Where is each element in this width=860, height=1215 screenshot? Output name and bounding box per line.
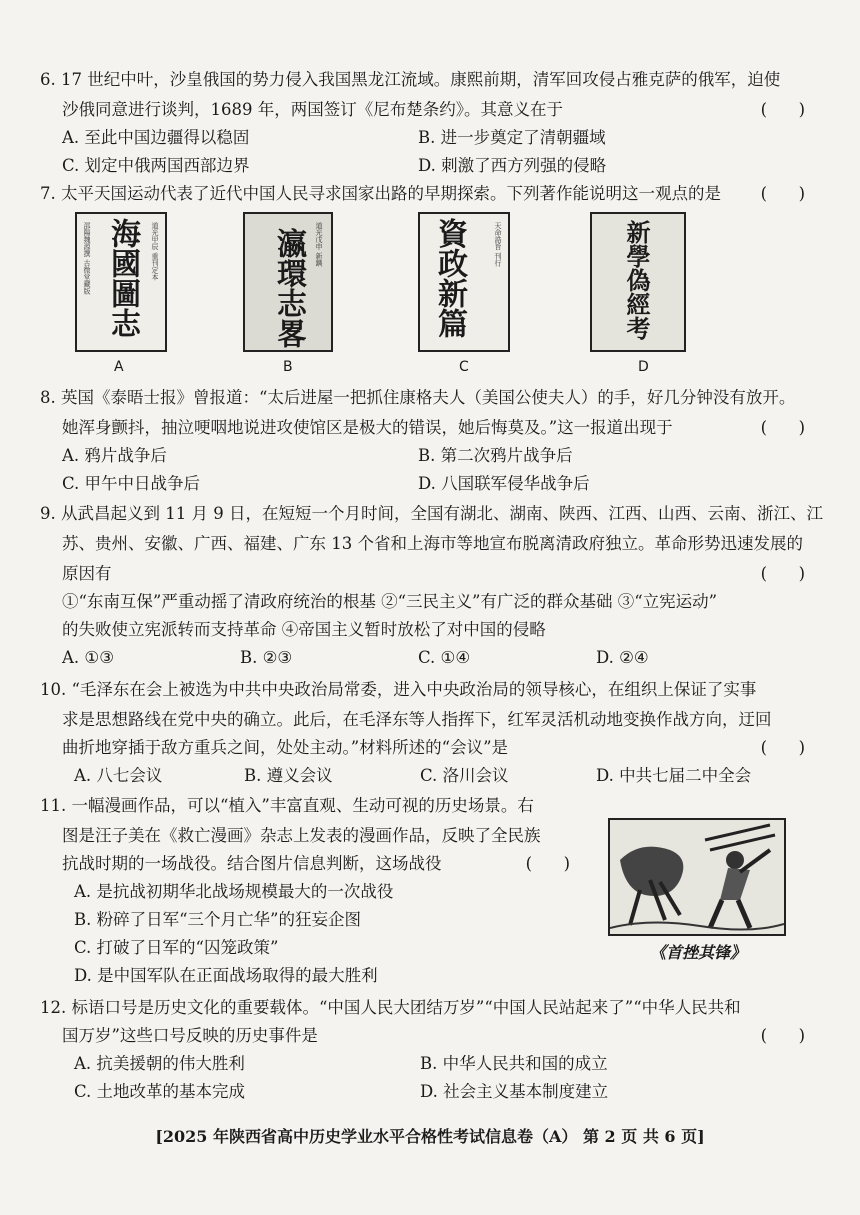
q9-option-a: A. ①③ [62,648,114,667]
q8-answer-blank: ( ) [760,418,805,437]
book-cover-a: 海國圖志 邵陽魏源撰 古微堂藏版 道光甲辰 重刊定本 [75,212,167,352]
q11-stem-line2: 图是汪子美在《救亡漫画》杂志上发表的漫画作品，反映了全民族 [62,826,541,845]
q11-stem-line3: 抗战时期的一场战役。结合图片信息判断，这场战役 [62,854,442,873]
q12-stem-line1: 12. 标语口号是历史文化的重要载体。“中国人民大团结万岁”“中国人民站起来了”“中华人民共和 [40,998,741,1017]
q6-stem-line1: 6. 17 世纪中叶，沙皇俄国的势力侵入我国黑龙江流域。康熙前期，清军回攻侵占雅克萨的俄军，迫使 [40,70,781,89]
book-label-a: A [114,359,124,375]
q10-stem-line3: 曲折地穿插于敌方重兵之间，处处主动。”材料所述的“会议”是 [62,738,509,757]
q7-answer-blank: ( ) [760,184,805,203]
q12-answer-blank: ( ) [760,1026,805,1045]
q9-stem-line2: 苏、贵州、安徽、广西、福建、广东 13 个省和上海市等地宣布脱离清政府独立。革命形势迅速发展的 [62,534,803,553]
q12-stem-line2: 国万岁”这些口号反映的历史事件是 [62,1026,318,1045]
q8-option-a: A. 鸦片战争后 [62,446,167,465]
q9-stem-line3: 原因有 [62,564,112,583]
cartoon-caption: 《首挫其锋》 [649,943,746,962]
q8-stem-line2: 她浑身颤抖，抽泣哽咽地说进攻使馆区是极大的错误，她后悔莫及。”这一报道出现于 [62,418,673,437]
q10-option-c: C. 洛川会议 [420,766,509,785]
q8-option-c: C. 甲午中日战争后 [62,474,201,493]
q9-statements-line2: 的失败使立宪派转而支持革命 ④帝国主义暂时放松了对中国的侵略 [62,620,546,639]
book-label-c: C [459,359,469,375]
book-label-d: D [638,359,649,375]
page-footer: [2025 年陕西省高中历史学业水平合格性考试信息卷（A） 第 2 页 共 6 页] [155,1127,705,1146]
book-cover-c-title: 資政新篇 [432,218,467,338]
q12-option-c: C. 土地改革的基本完成 [74,1082,246,1101]
q12-option-b: B. 中华人民共和国的成立 [420,1054,608,1073]
q10-option-d: D. 中共七届二中全会 [596,766,752,785]
q7-stem-line1: 7. 太平天国运动代表了近代中国人民寻求国家出路的早期探索。下列著作能说明这一观点的是 [40,184,721,203]
q6-option-b: B. 进一步奠定了清朝疆域 [418,128,606,147]
q11-option-b: B. 粉碎了日军“三个月亡华”的狂妄企图 [74,910,361,929]
q11-stem-line1: 11. 一幅漫画作品，可以“植入”丰富直观、生动可视的历史场景。右 [40,796,534,815]
q11-option-d: D. 是中国军队在正面战场取得的最大胜利 [74,966,378,985]
book-cover-b: 瀛環志畧 道光戊申 新鐫 [243,212,333,352]
q10-option-b: B. 遵义会议 [244,766,333,785]
q9-option-c: C. ①④ [418,648,471,667]
q9-option-d: D. ②④ [596,648,649,667]
q11-answer-blank: ( ) [525,854,570,873]
q10-stem-line1: 10. “毛泽东在会上被选为中共中央政治局常委，进入中央政治局的领导核心，在组织上保证了实事 [40,680,757,699]
q6-option-c: C. 划定中俄两国西部边界 [62,156,250,175]
q9-answer-blank: ( ) [760,564,805,583]
q9-stem-line1: 9. 从武昌起义到 11 月 9 日，在短短一个月时间，全国有湖北、湖南、陕西、江西、山西、云南、浙江、江 [40,504,823,523]
cartoon-illustration [608,818,786,936]
q8-stem-line1: 8. 英国《泰晤士报》曾报道：“太后进屋一把抓住康格夫人（美国公使夫人）的手，好几分钟没有放开。 [40,388,796,407]
book-cover-d-title: 新學偽經考 [622,220,651,340]
q11-option-a: A. 是抗战初期华北战场规模最大的一次战役 [74,882,394,901]
q6-option-d: D. 刺激了西方列强的侵略 [418,156,607,175]
cartoon-drawing [610,820,784,934]
book-cover-b-title: 瀛環志畧 [271,228,306,348]
q8-option-b: B. 第二次鸦片战争后 [418,446,573,465]
book-cover-a-title: 海國圖志 [105,218,140,338]
q11-option-c: C. 打破了日军的“囚笼政策” [74,938,279,957]
q6-answer-blank: ( ) [760,100,805,119]
q9-option-b: B. ②③ [240,648,293,667]
book-cover-d [590,212,686,352]
q10-answer-blank: ( ) [760,738,805,757]
q8-option-d: D. 八国联军侵华战争后 [418,474,590,493]
q6-stem-line2: 沙俄同意进行谈判，1689 年，两国签订《尼布楚条约》。其意义在于 [62,100,563,119]
book-label-b: B [283,359,293,375]
q9-statements-line1: ①“东南互保”严重动摇了清政府统治的根基 ②“三民主义”有广泛的群众基础 ③“立宪运动” [62,592,718,611]
q12-option-d: D. 社会主义基本制度建立 [420,1082,609,1101]
q10-stem-line2: 求是思想路线在党中央的确立。此后，在毛泽东等人指挥下，红军灵活机动地变换作战方向，迂回 [62,710,772,729]
q10-option-a: A. 八七会议 [74,766,163,785]
q6-option-a: A. 至此中国边疆得以稳固 [62,128,250,147]
book-cover-c: 資政新篇 天命誥旨 刊行 [418,212,510,352]
q12-option-a: A. 抗美援朝的伟大胜利 [74,1054,245,1073]
